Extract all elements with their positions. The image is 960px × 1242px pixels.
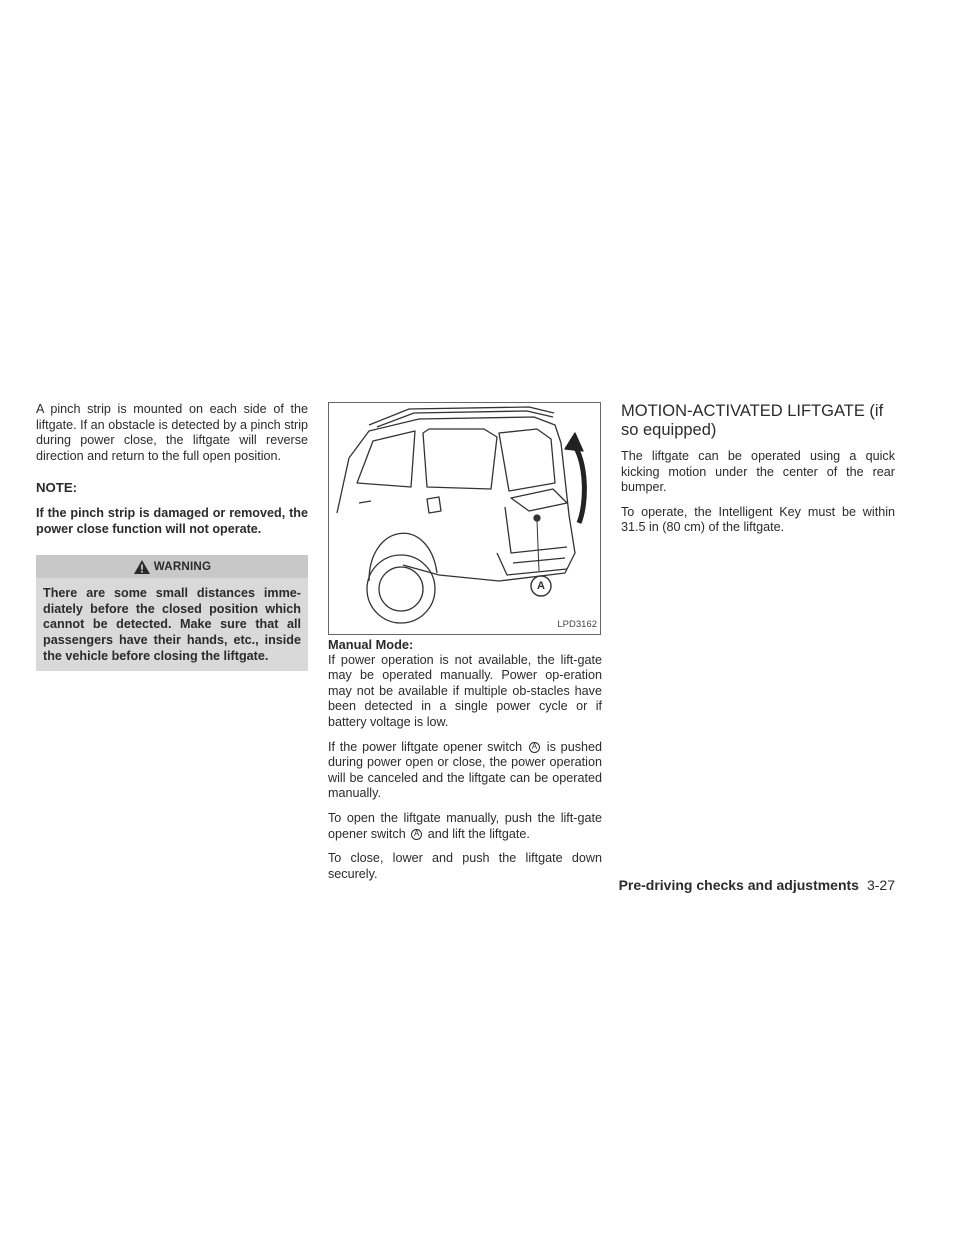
warning-header [36,555,308,578]
manual-open-text-a: To open the liftgate manually, push the lift-gate opener switch [328,810,602,841]
warning-icon [133,559,151,575]
pinch-strip-paragraph: A pinch strip is mounted on each side of the liftgate. If an obstacle is detected by a pinch strip during power close, the liftgate will reverse direction and return to the full open position. [36,402,308,463]
warning-heading: WARNING [153,559,212,573]
page-number: 3-27 [866,877,895,893]
callout-a: A [529,742,540,753]
page-footer [560,877,895,893]
opener-switch-paragraph [328,740,602,802]
callout-a: A [411,829,422,840]
right-column [621,402,895,545]
opener-switch-text-b: is pushed during power open or close, the power operation will be canceled and the liftgate can be operated manually. [328,739,603,801]
manual-open-paragraph [328,811,602,842]
vehicle-rear-illustration [329,403,600,634]
opener-switch-text-a: If the power liftgate opener switch [328,739,523,754]
note-text: If the pinch strip is damaged or removed, the power close function will not operate. [36,505,308,536]
figure-id: LPD3162 [556,617,598,633]
manual-mode-heading: Manual Mode: [328,637,414,652]
section-heading: MOTION-ACTIVATED LIFTGATE (if so equipped) [621,402,884,439]
note-heading: NOTE: [36,480,78,496]
warning-text: There are some small distances imme-diately before the closed position which cannot be detected. Make sure that all passengers have their hands, etc., inside the vehicle before closing the liftgate. [43,586,301,663]
middle-column [328,402,602,891]
close-paragraph: To close, lower and push the liftgate down securely. [328,851,602,881]
manual-open-text-b: and lift the liftgate. [427,826,530,841]
warning-box [36,555,308,671]
intelligent-key-paragraph: To operate, the Intelligent Key must be within 31.5 in (80 cm) of the liftgate. [621,504,895,535]
liftgate-illustration [328,402,601,635]
chapter-title: Pre-driving checks and adjustments [618,877,859,893]
left-column [36,402,308,671]
figure-callout-a: A [537,580,545,592]
motion-liftgate-paragraph: The liftgate can be operated using a quick kicking motion under the center of the rear bumper. [621,449,895,495]
manual-mode-paragraph: If power operation is not available, the lift-gate may be operated manually. Power op-eration may not be available if multiple ob-stacles have been detected in a single power cycle or if battery voltage is low. [328,652,602,729]
